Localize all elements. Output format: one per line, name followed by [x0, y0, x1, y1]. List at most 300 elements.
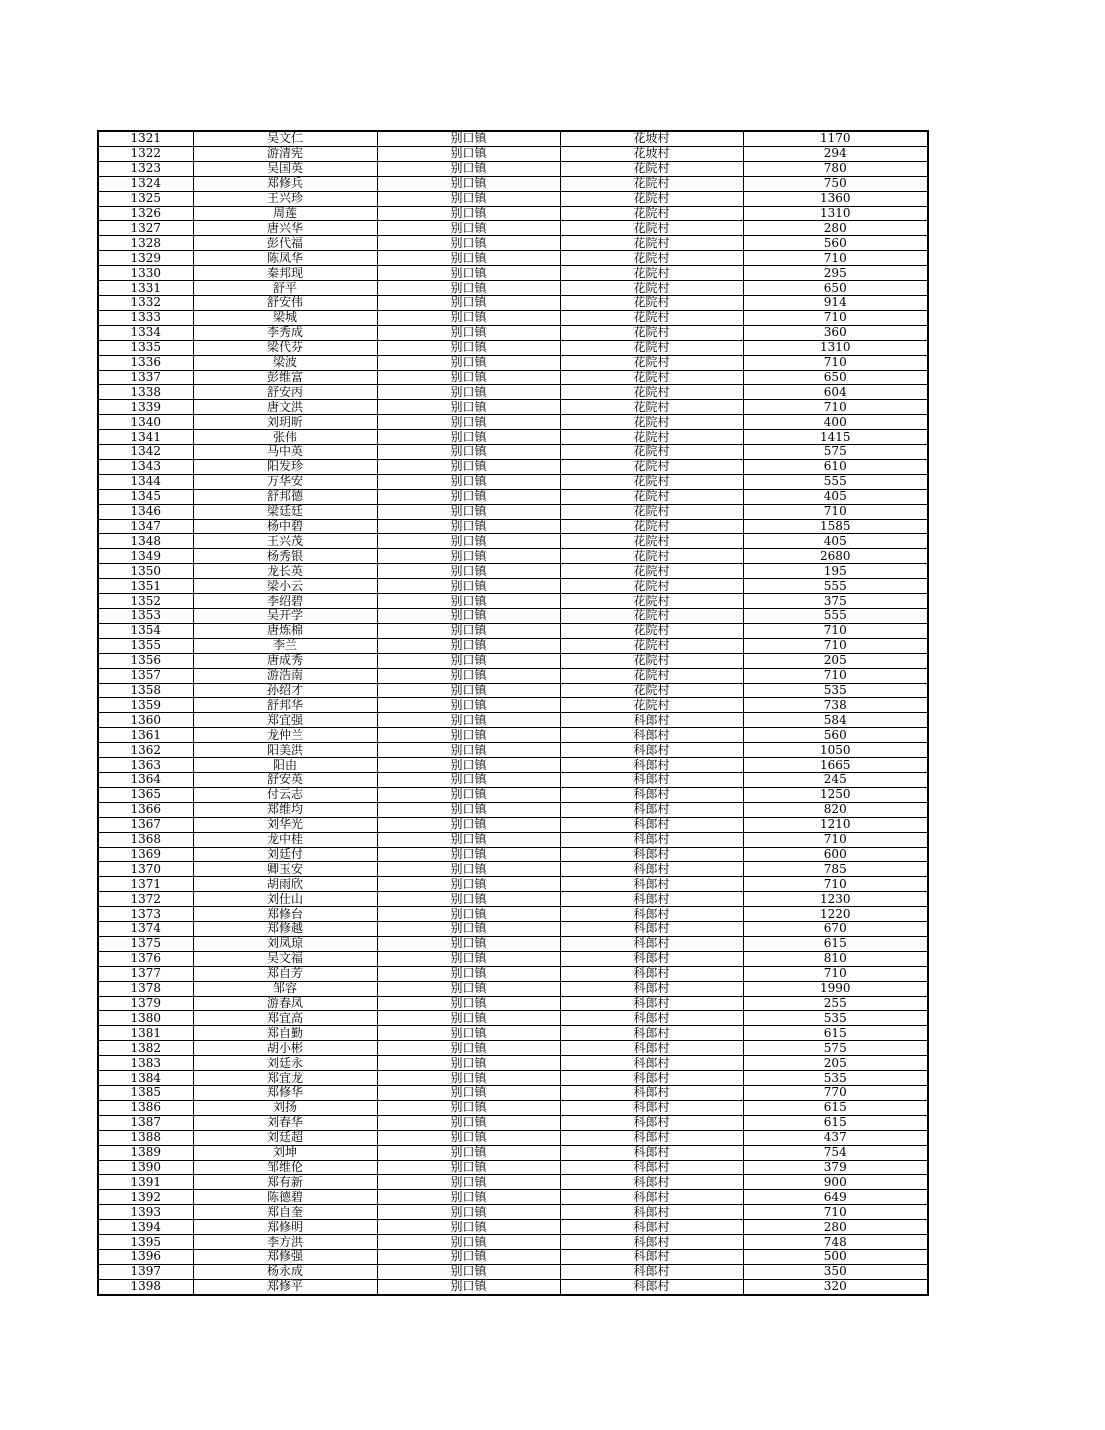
cell-amount: 710: [743, 310, 928, 325]
cell-amount: 1665: [743, 758, 928, 773]
cell-name: 刘扬: [193, 1100, 377, 1115]
cell-number: 1370: [98, 862, 193, 877]
cell-name: 张伟: [193, 430, 377, 445]
cell-town: 别口镇: [377, 1026, 560, 1041]
cell-amount: 710: [743, 1205, 928, 1220]
cell-name: 游浩南: [193, 668, 377, 683]
table-row: [98, 936, 928, 951]
roster-body: [98, 131, 928, 1295]
cell-village: 花院村: [560, 191, 743, 206]
cell-village: 科郎村: [560, 981, 743, 996]
cell-amount: 575: [743, 445, 928, 460]
cell-amount: 615: [743, 936, 928, 951]
cell-town: 别口镇: [377, 1145, 560, 1160]
cell-village: 花院村: [560, 355, 743, 370]
cell-name: 梁波: [193, 355, 377, 370]
cell-village: 花院村: [560, 161, 743, 176]
cell-number: 1364: [98, 772, 193, 787]
cell-number: 1362: [98, 743, 193, 758]
cell-name: 游清宪: [193, 146, 377, 161]
cell-name: 郑修华: [193, 1086, 377, 1101]
cell-village: 花院村: [560, 504, 743, 519]
table-row: [98, 1190, 928, 1205]
cell-name: 吴文仁: [193, 131, 377, 146]
cell-name: 邹维伦: [193, 1160, 377, 1175]
cell-amount: 205: [743, 1056, 928, 1071]
cell-amount: 750: [743, 176, 928, 191]
cell-village: 花院村: [560, 459, 743, 474]
table-row: [98, 1145, 928, 1160]
cell-amount: 584: [743, 713, 928, 728]
cell-amount: 748: [743, 1235, 928, 1250]
cell-amount: 575: [743, 1041, 928, 1056]
cell-name: 舒安伟: [193, 295, 377, 310]
table-row: [98, 1205, 928, 1220]
table-row: [98, 758, 928, 773]
table-row: [98, 400, 928, 415]
table-row: [98, 519, 928, 534]
cell-name: 郑修平: [193, 1279, 377, 1294]
cell-amount: 710: [743, 832, 928, 847]
table-row: [98, 638, 928, 653]
cell-name: 周莲: [193, 206, 377, 221]
cell-town: 别口镇: [377, 310, 560, 325]
cell-name: 龙长英: [193, 564, 377, 579]
cell-town: 别口镇: [377, 1220, 560, 1235]
cell-name: 卿玉安: [193, 862, 377, 877]
cell-number: 1353: [98, 609, 193, 624]
cell-amount: 650: [743, 281, 928, 296]
cell-amount: 710: [743, 668, 928, 683]
cell-amount: 785: [743, 862, 928, 877]
cell-name: 刘春华: [193, 1115, 377, 1130]
cell-name: 郑修越: [193, 922, 377, 937]
table-row: [98, 549, 928, 564]
cell-town: 别口镇: [377, 355, 560, 370]
cell-village: 科郎村: [560, 892, 743, 907]
cell-village: 科郎村: [560, 832, 743, 847]
cell-name: 郑自奎: [193, 1205, 377, 1220]
cell-town: 别口镇: [377, 638, 560, 653]
cell-amount: 650: [743, 370, 928, 385]
cell-number: 1342: [98, 445, 193, 460]
cell-name: 龙仲兰: [193, 728, 377, 743]
cell-village: 科郎村: [560, 907, 743, 922]
cell-village: 科郎村: [560, 966, 743, 981]
cell-name: 郑修台: [193, 907, 377, 922]
cell-town: 别口镇: [377, 996, 560, 1011]
cell-town: 别口镇: [377, 787, 560, 802]
cell-town: 别口镇: [377, 325, 560, 340]
cell-village: 科郎村: [560, 1190, 743, 1205]
cell-town: 别口镇: [377, 519, 560, 534]
table-row: [98, 310, 928, 325]
cell-number: 1332: [98, 295, 193, 310]
cell-town: 别口镇: [377, 161, 560, 176]
cell-town: 别口镇: [377, 1264, 560, 1279]
cell-name: 郑有新: [193, 1175, 377, 1190]
table-row: [98, 653, 928, 668]
cell-number: 1351: [98, 579, 193, 594]
table-row: [98, 877, 928, 892]
cell-town: 别口镇: [377, 146, 560, 161]
cell-name: 李方洪: [193, 1235, 377, 1250]
cell-village: 花院村: [560, 445, 743, 460]
cell-village: 花院村: [560, 400, 743, 415]
cell-town: 别口镇: [377, 1235, 560, 1250]
cell-number: 1344: [98, 474, 193, 489]
cell-amount: 360: [743, 325, 928, 340]
cell-town: 别口镇: [377, 385, 560, 400]
cell-village: 花院村: [560, 325, 743, 340]
cell-number: 1321: [98, 131, 193, 146]
table-row: [98, 802, 928, 817]
cell-town: 别口镇: [377, 1249, 560, 1264]
cell-number: 1355: [98, 638, 193, 653]
cell-number: 1375: [98, 936, 193, 951]
cell-village: 科郎村: [560, 922, 743, 937]
cell-town: 别口镇: [377, 609, 560, 624]
cell-amount: 710: [743, 966, 928, 981]
table-row: [98, 504, 928, 519]
cell-amount: 405: [743, 534, 928, 549]
cell-number: 1339: [98, 400, 193, 415]
cell-number: 1348: [98, 534, 193, 549]
cell-number: 1379: [98, 996, 193, 1011]
cell-village: 花院村: [560, 295, 743, 310]
table-row: [98, 981, 928, 996]
table-row: [98, 251, 928, 266]
table-row: [98, 713, 928, 728]
cell-name: 杨永成: [193, 1264, 377, 1279]
cell-village: 科郎村: [560, 1145, 743, 1160]
cell-amount: 710: [743, 400, 928, 415]
cell-amount: 1170: [743, 131, 928, 146]
cell-name: 刘廷付: [193, 847, 377, 862]
cell-name: 刘凤琼: [193, 936, 377, 951]
cell-village: 科郎村: [560, 1264, 743, 1279]
cell-amount: 560: [743, 728, 928, 743]
cell-village: 花院村: [560, 474, 743, 489]
cell-village: 科郎村: [560, 772, 743, 787]
cell-village: 科郎村: [560, 1160, 743, 1175]
roster-table: [97, 130, 929, 1296]
cell-number: 1368: [98, 832, 193, 847]
cell-town: 别口镇: [377, 1071, 560, 1086]
cell-name: 胡小彬: [193, 1041, 377, 1056]
cell-village: 花院村: [560, 579, 743, 594]
table-row: [98, 370, 928, 385]
table-row: [98, 922, 928, 937]
cell-name: 梁代芬: [193, 340, 377, 355]
table-row: [98, 594, 928, 609]
cell-amount: 2680: [743, 549, 928, 564]
cell-number: 1367: [98, 817, 193, 832]
cell-amount: 670: [743, 922, 928, 937]
cell-village: 花坡村: [560, 146, 743, 161]
cell-village: 花院村: [560, 370, 743, 385]
cell-amount: 280: [743, 1220, 928, 1235]
cell-name: 郑修强: [193, 1249, 377, 1264]
cell-town: 别口镇: [377, 206, 560, 221]
cell-number: 1366: [98, 802, 193, 817]
cell-amount: 649: [743, 1190, 928, 1205]
table-row: [98, 430, 928, 445]
table-row: [98, 966, 928, 981]
table-row: [98, 772, 928, 787]
cell-name: 舒邦德: [193, 489, 377, 504]
cell-amount: 1415: [743, 430, 928, 445]
cell-number: 1395: [98, 1235, 193, 1250]
cell-amount: 1585: [743, 519, 928, 534]
cell-name: 郑宜强: [193, 713, 377, 728]
cell-town: 别口镇: [377, 966, 560, 981]
cell-town: 别口镇: [377, 1205, 560, 1220]
cell-town: 别口镇: [377, 504, 560, 519]
cell-number: 1376: [98, 951, 193, 966]
cell-name: 唐成秀: [193, 653, 377, 668]
cell-town: 别口镇: [377, 445, 560, 460]
cell-name: 郑宜高: [193, 1011, 377, 1026]
cell-amount: 1230: [743, 892, 928, 907]
cell-amount: 710: [743, 877, 928, 892]
cell-village: 科郎村: [560, 847, 743, 862]
cell-number: 1358: [98, 683, 193, 698]
cell-town: 别口镇: [377, 743, 560, 758]
cell-name: 吴国英: [193, 161, 377, 176]
cell-number: 1398: [98, 1279, 193, 1294]
cell-name: 刘廷永: [193, 1056, 377, 1071]
cell-amount: 535: [743, 1071, 928, 1086]
cell-name: 李秀成: [193, 325, 377, 340]
cell-town: 别口镇: [377, 713, 560, 728]
cell-number: 1391: [98, 1175, 193, 1190]
table-row: [98, 1056, 928, 1071]
cell-village: 科郎村: [560, 1115, 743, 1130]
table-row: [98, 131, 928, 146]
cell-village: 花院村: [560, 564, 743, 579]
cell-name: 吴开学: [193, 609, 377, 624]
cell-village: 花坡村: [560, 131, 743, 146]
table-row: [98, 1011, 928, 1026]
cell-number: 1388: [98, 1130, 193, 1145]
cell-name: 梁小云: [193, 579, 377, 594]
cell-village: 科郎村: [560, 1235, 743, 1250]
cell-town: 别口镇: [377, 862, 560, 877]
cell-name: 孙绍才: [193, 683, 377, 698]
cell-town: 别口镇: [377, 176, 560, 191]
cell-number: 1363: [98, 758, 193, 773]
cell-town: 别口镇: [377, 131, 560, 146]
table-row: [98, 1279, 928, 1294]
table-row: [98, 1175, 928, 1190]
cell-town: 别口镇: [377, 459, 560, 474]
cell-village: 花院村: [560, 668, 743, 683]
cell-amount: 900: [743, 1175, 928, 1190]
cell-town: 别口镇: [377, 892, 560, 907]
cell-town: 别口镇: [377, 340, 560, 355]
cell-amount: 754: [743, 1145, 928, 1160]
cell-village: 科郎村: [560, 713, 743, 728]
cell-name: 万华安: [193, 474, 377, 489]
cell-number: 1356: [98, 653, 193, 668]
table-row: [98, 1220, 928, 1235]
cell-amount: 710: [743, 504, 928, 519]
cell-town: 别口镇: [377, 1279, 560, 1294]
cell-amount: 1990: [743, 981, 928, 996]
table-row: [98, 1249, 928, 1264]
table-row: [98, 1115, 928, 1130]
cell-village: 科郎村: [560, 951, 743, 966]
cell-village: 花院村: [560, 236, 743, 251]
cell-number: 1392: [98, 1190, 193, 1205]
cell-town: 别口镇: [377, 847, 560, 862]
table-row: [98, 564, 928, 579]
table-row: [98, 698, 928, 713]
cell-amount: 1310: [743, 206, 928, 221]
table-row: [98, 996, 928, 1011]
cell-number: 1378: [98, 981, 193, 996]
table-row: [98, 236, 928, 251]
cell-amount: 615: [743, 1026, 928, 1041]
cell-amount: 738: [743, 698, 928, 713]
cell-village: 科郎村: [560, 728, 743, 743]
cell-number: 1333: [98, 310, 193, 325]
cell-name: 郑修兵: [193, 176, 377, 191]
cell-village: 花院村: [560, 623, 743, 638]
cell-town: 别口镇: [377, 877, 560, 892]
cell-number: 1390: [98, 1160, 193, 1175]
cell-town: 别口镇: [377, 430, 560, 445]
cell-amount: 535: [743, 1011, 928, 1026]
cell-amount: 205: [743, 653, 928, 668]
cell-amount: 555: [743, 579, 928, 594]
table-row: [98, 295, 928, 310]
cell-name: 唐炼棉: [193, 623, 377, 638]
cell-village: 花院村: [560, 683, 743, 698]
cell-village: 科郎村: [560, 743, 743, 758]
cell-name: 游春凤: [193, 996, 377, 1011]
cell-town: 别口镇: [377, 1056, 560, 1071]
cell-town: 别口镇: [377, 802, 560, 817]
table-row: [98, 266, 928, 281]
table-row: [98, 1026, 928, 1041]
table-row: [98, 385, 928, 400]
cell-number: 1360: [98, 713, 193, 728]
table-row: [98, 623, 928, 638]
cell-town: 别口镇: [377, 1160, 560, 1175]
cell-village: 花院村: [560, 653, 743, 668]
cell-town: 别口镇: [377, 534, 560, 549]
cell-amount: 820: [743, 802, 928, 817]
cell-name: 彭代福: [193, 236, 377, 251]
cell-town: 别口镇: [377, 191, 560, 206]
cell-town: 别口镇: [377, 1190, 560, 1205]
table-row: [98, 281, 928, 296]
table-row: [98, 847, 928, 862]
cell-name: 马中英: [193, 445, 377, 460]
cell-amount: 500: [743, 1249, 928, 1264]
table-row: [98, 609, 928, 624]
cell-number: 1324: [98, 176, 193, 191]
table-row: [98, 474, 928, 489]
cell-town: 别口镇: [377, 295, 560, 310]
cell-name: 吴文福: [193, 951, 377, 966]
table-row: [98, 221, 928, 236]
cell-village: 花院村: [560, 549, 743, 564]
cell-number: 1341: [98, 430, 193, 445]
cell-name: 陈凤华: [193, 251, 377, 266]
cell-amount: 255: [743, 996, 928, 1011]
cell-amount: 780: [743, 161, 928, 176]
cell-number: 1377: [98, 966, 193, 981]
table-row: [98, 951, 928, 966]
cell-town: 别口镇: [377, 400, 560, 415]
cell-town: 别口镇: [377, 281, 560, 296]
cell-town: 别口镇: [377, 922, 560, 937]
cell-number: 1338: [98, 385, 193, 400]
cell-name: 王兴茂: [193, 534, 377, 549]
cell-name: 刘仕山: [193, 892, 377, 907]
cell-amount: 555: [743, 474, 928, 489]
cell-number: 1328: [98, 236, 193, 251]
cell-village: 科郎村: [560, 1011, 743, 1026]
cell-town: 别口镇: [377, 653, 560, 668]
cell-name: 付云志: [193, 787, 377, 802]
cell-number: 1327: [98, 221, 193, 236]
table-row: [98, 191, 928, 206]
cell-number: 1397: [98, 1264, 193, 1279]
cell-name: 刘廷超: [193, 1130, 377, 1145]
cell-village: 科郎村: [560, 1220, 743, 1235]
cell-number: 1361: [98, 728, 193, 743]
cell-village: 花院村: [560, 430, 743, 445]
cell-town: 别口镇: [377, 683, 560, 698]
table-row: [98, 728, 928, 743]
table-row: [98, 146, 928, 161]
table-row: [98, 206, 928, 221]
cell-name: 杨中碧: [193, 519, 377, 534]
table-row: [98, 459, 928, 474]
cell-amount: 600: [743, 847, 928, 862]
cell-town: 别口镇: [377, 1130, 560, 1145]
cell-amount: 610: [743, 459, 928, 474]
cell-village: 科郎村: [560, 802, 743, 817]
cell-village: 花院村: [560, 340, 743, 355]
cell-village: 科郎村: [560, 1279, 743, 1294]
cell-name: 陈德碧: [193, 1190, 377, 1205]
cell-name: 彭维富: [193, 370, 377, 385]
cell-village: 花院村: [560, 176, 743, 191]
table-row: [98, 1071, 928, 1086]
cell-name: 郑维均: [193, 802, 377, 817]
cell-number: 1330: [98, 266, 193, 281]
cell-village: 花院村: [560, 489, 743, 504]
cell-village: 科郎村: [560, 758, 743, 773]
table-row: [98, 489, 928, 504]
cell-town: 别口镇: [377, 594, 560, 609]
cell-town: 别口镇: [377, 758, 560, 773]
cell-name: 郑自芳: [193, 966, 377, 981]
cell-number: 1373: [98, 907, 193, 922]
cell-town: 别口镇: [377, 623, 560, 638]
cell-amount: 604: [743, 385, 928, 400]
cell-number: 1340: [98, 415, 193, 430]
cell-amount: 535: [743, 683, 928, 698]
cell-village: 科郎村: [560, 1130, 743, 1145]
cell-number: 1393: [98, 1205, 193, 1220]
cell-amount: 770: [743, 1086, 928, 1101]
